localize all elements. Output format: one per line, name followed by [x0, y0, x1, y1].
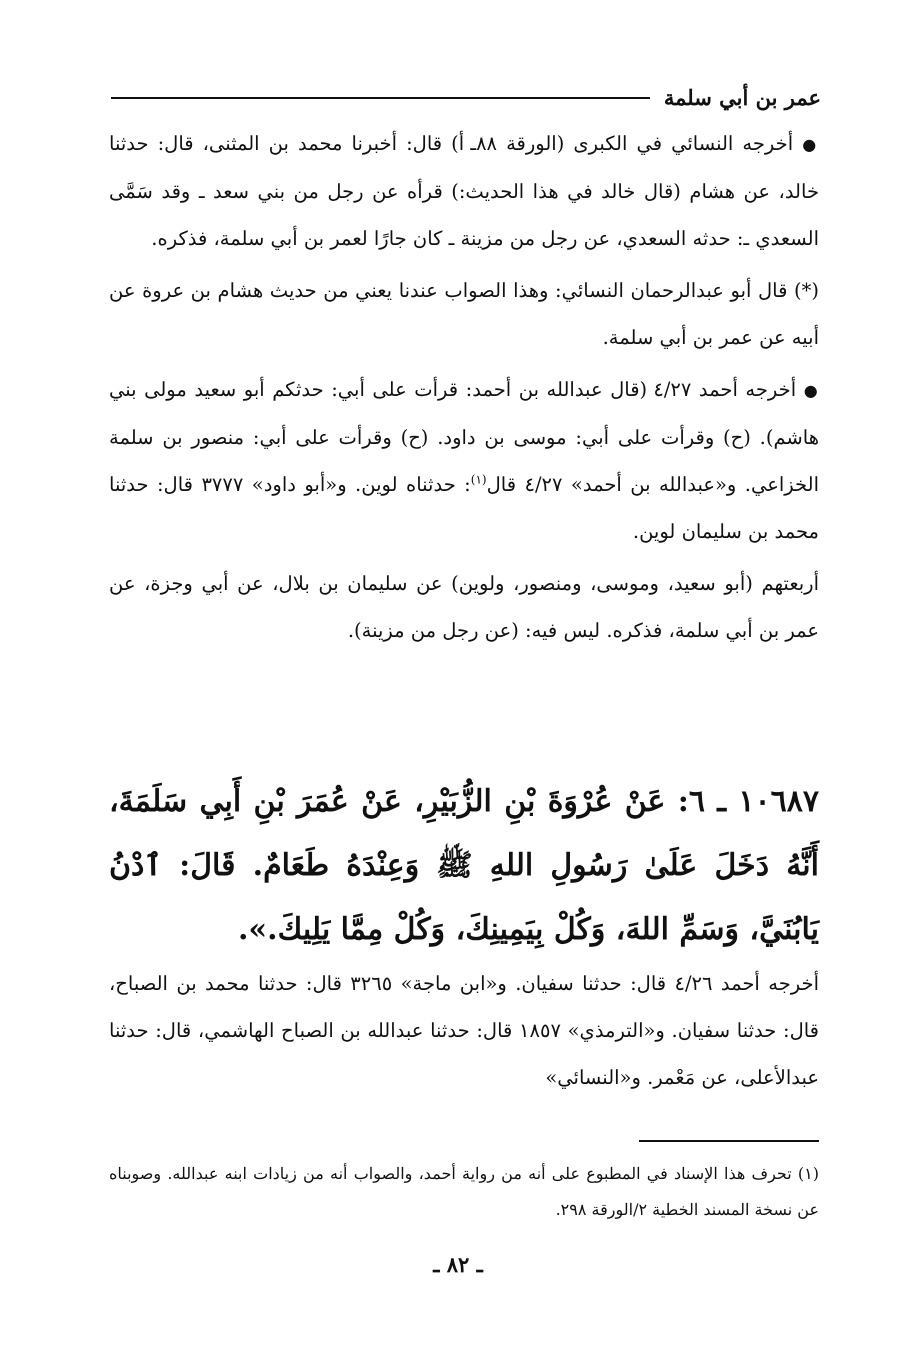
paragraph-ahmad [109, 366, 819, 555]
page-number: ـ ٨٢ ـ [433, 1252, 483, 1277]
paragraph-text-cont: : حدثناه لوين. و«أبو داود» ٣٧٧٧ قال: حدثنا محمد بن سليمان لوين. [109, 473, 819, 543]
hadith-text [109, 770, 819, 962]
footnote-text: (١) تحرف هذا الإسناد في المطبوع على أنه من رواية أحمد، والصواب أنه من زيادات ابنه عبدالله. وصوبناه عن نسخة المسند الخطية ٢/الورقة ٢٩٨. [109, 1164, 819, 1219]
running-header [111, 80, 821, 114]
hadith-matn: ١٠٦٨٧ ـ ٦: عَنْ عُرْوَةَ بْنِ الزُّبَيْرِ، عَنْ عُمَرَ بْنِ أَبِي سَلَمَةَ، أَنَّهُ دَخَلَ عَلَىٰ رَسُولِ اللهِ ﷺ وَعِنْدَهُ طَعَامٌ. قَالَ: ٱدْنُ يَابُنَيَّ، وَسَمِّ اللهَ، وَكُلْ بِيَمِينِكَ، وَكُلْ مِمَّا يَلِيكَ.». [109, 784, 819, 947]
paragraph-note [109, 267, 819, 361]
paragraph-text: (*) قال أبو عبدالرحمان النسائي: وهذا الصواب عندنا يعني من حديث هشام بن عروة عن أبيه عن عمر بن أبي سلمة. [109, 279, 819, 349]
bullet-icon: ● [802, 135, 819, 154]
paragraph-text: أخرجه النسائي في الكبرى (الورقة ٨٨ـ أ) قال: أخبرنا محمد بن المثنى، قال: حدثنا خالد، عن هشام (قال خالد في هذا الحديث:) قرأه عن رجل من بني سعد ـ وقد سَمَّى السعدي ـ: حدثه السعدي، عن رجل من مزينة ـ كان جارًا لعمر بن أبي سلمة، فذكره. [109, 132, 819, 250]
takhrij-text [109, 960, 819, 1101]
footnote-reference[interactable]: (١) [470, 472, 487, 487]
footnote-separator [639, 1140, 819, 1142]
paragraph-text: أخرجه أحمد ٤/٢٧ (قال عبدالله بن أحمد: قرأت على أبي: حدثكم أبو سعيد مولى بني هاشم). (ح) وقرأت على أبي: موسى بن داود. (ح) وقرأت على أبي: منصور بن سلمة الخزاعي. و«عبدالله بن أحمد» ٤/٢٧ قال [109, 378, 819, 496]
main-text [109, 120, 819, 659]
takhrij-paragraph: أخرجه أحمد ٤/٢٦ قال: حدثنا سفيان. و«ابن ماجة» ٣٢٦٥ قال: حدثنا محمد بن الصباح، قال: حدثنا سفيان. و«الترمذي» ١٨٥٧ قال: حدثنا عبدالله بن الصباح الهاشمي، قال: حدثنا عبدالأعلى، عن مَعْمر. و«النسائي» [109, 972, 820, 1089]
paragraph-nasai [109, 120, 819, 262]
footnote [109, 1156, 819, 1228]
paragraph-text: أربعتهم (أبو سعيد، وموسى، ومنصور، ولوين) عن سليمان بن بلال، عن أبي وجزة، عن عمر بن أبي سلمة، فذكره. ليس فيه: (عن رجل من مزينة). [109, 572, 819, 642]
header-rule [111, 97, 650, 99]
paragraph-chains [109, 560, 819, 654]
bullet-icon: ● [803, 381, 819, 400]
running-title: عمر بن أبي سلمة [663, 84, 821, 110]
